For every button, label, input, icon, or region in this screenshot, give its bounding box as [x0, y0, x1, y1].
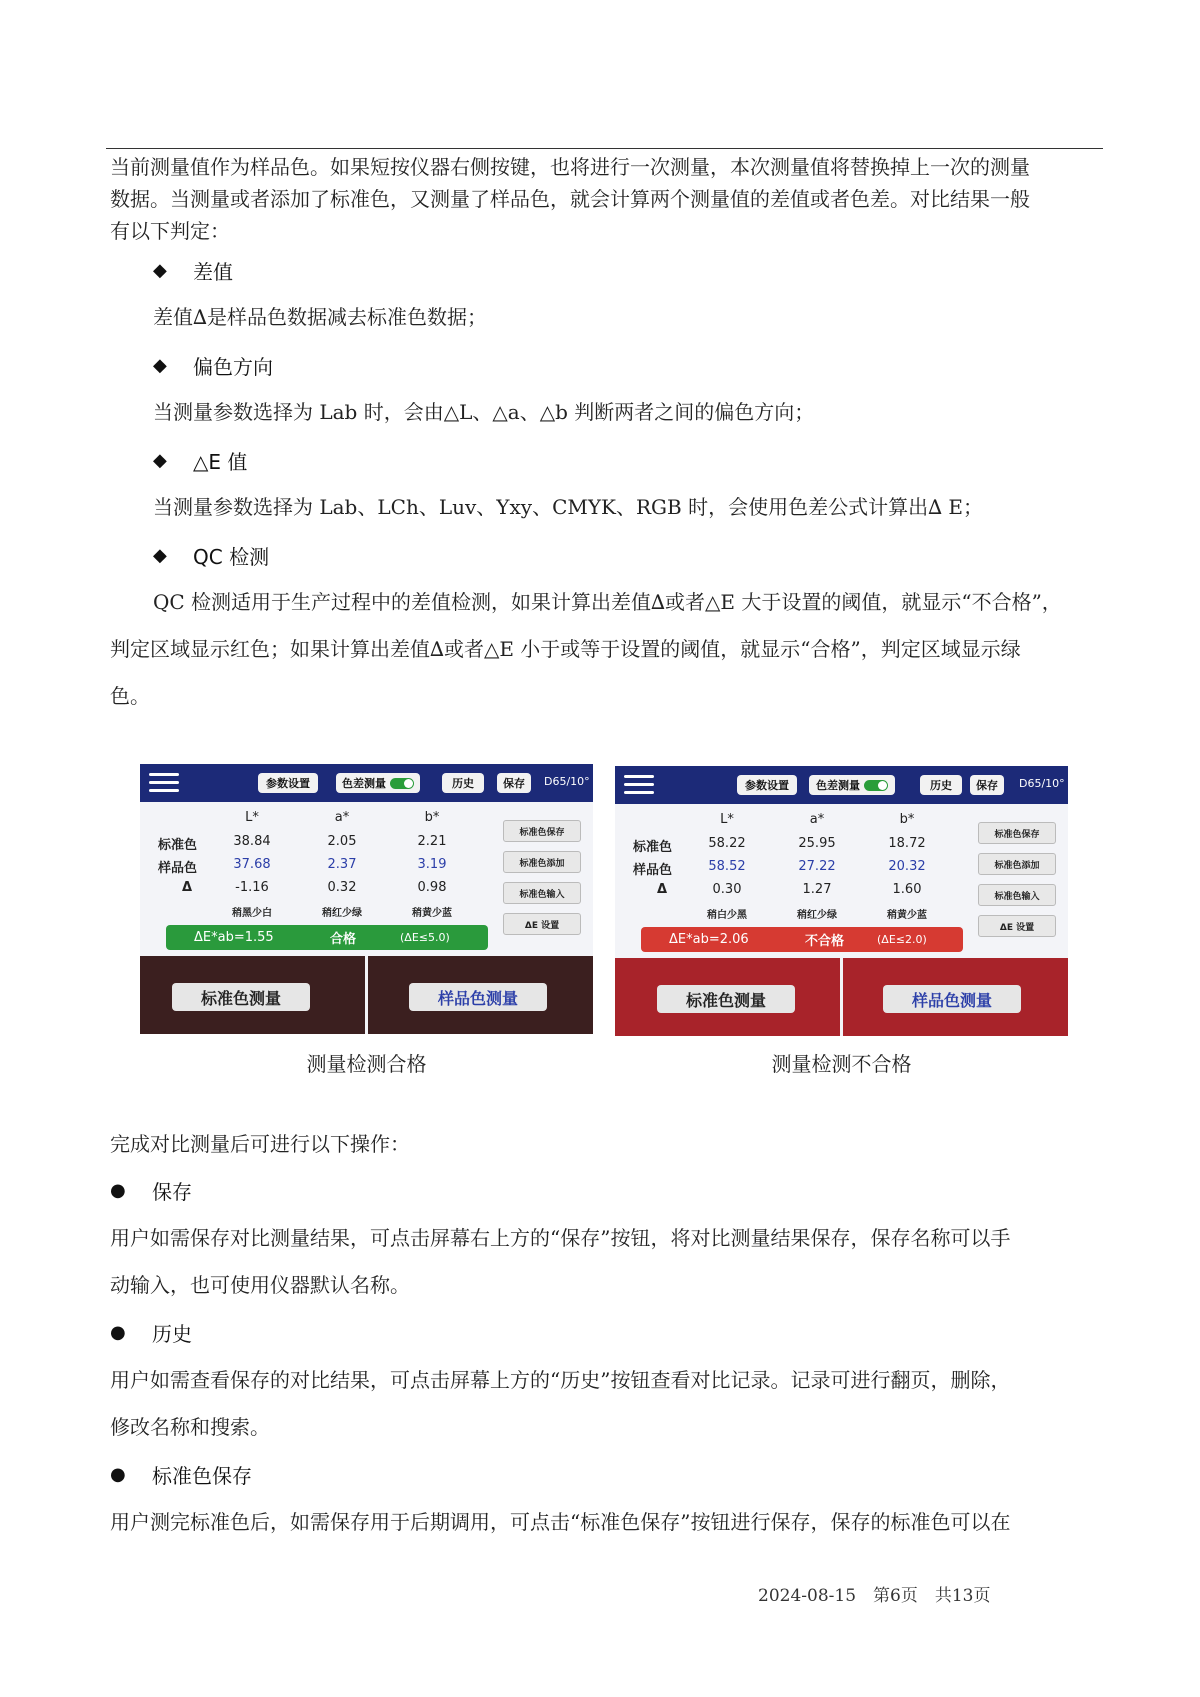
bullet-dot-icon: ●: [110, 1464, 126, 1485]
menu-icon[interactable]: [149, 773, 179, 793]
threshold-label: (ΔE≤5.0): [400, 931, 450, 944]
illuminant-label: D65/10°: [544, 775, 590, 788]
operation-heading-save: [110, 1176, 192, 1205]
after-text: 完成对比测量后可进行以下操作：: [110, 1132, 410, 1156]
standard-measure-area: [615, 958, 840, 1036]
save-button[interactable]: 保存: [970, 775, 1004, 795]
screen-header: [140, 764, 593, 802]
section-heading-difference: [153, 256, 233, 285]
verdict-label: 不合格: [805, 934, 845, 949]
table-cell: 0.32: [327, 880, 357, 895]
column-header-a: a*: [809, 812, 825, 827]
operation-body-line: 修改名称和搜索。: [110, 1415, 270, 1439]
column-header-L: L*: [245, 810, 259, 825]
operation-title: 标准色保存: [152, 1464, 252, 1488]
section-heading-qc: [153, 541, 269, 570]
section-body: 当测量参数选择为 Lab 时，会由△L、△a、△b 判断两者之间的偏色方向；: [153, 400, 815, 424]
direction-L: 稍白少黑: [707, 910, 747, 921]
mode-toggle[interactable]: [336, 773, 420, 793]
diamond-bullet-icon: ◆: [153, 260, 167, 281]
standard-save-button[interactable]: 标准色保存: [978, 822, 1056, 844]
threshold-label: (ΔE≤2.0): [877, 933, 927, 946]
figure-caption-pass: 测量检测合格: [306, 1052, 427, 1076]
section-title: △E 值: [193, 450, 248, 474]
sample-measure-area: [368, 956, 593, 1034]
table-cell: 25.95: [798, 836, 836, 851]
section-title: QC 检测: [193, 545, 270, 569]
qc-result-bar: [166, 925, 488, 950]
qc-body-line-1: QC 检测适用于生产过程中的差值检测，如果计算出差值∆或者△E 大于设置的阈值，就显示“不合格”，: [153, 590, 1062, 614]
table-cell: 37.68: [233, 857, 271, 872]
direction-a: 稍红少绿: [797, 910, 837, 921]
table-cell: 58.52: [708, 859, 746, 874]
toggle-switch-icon[interactable]: [864, 780, 888, 791]
table-cell: 1.60: [892, 882, 922, 897]
section-heading-delta-e: [153, 446, 247, 475]
qc-body-line-2: 判定区域显示红色；如果计算出差值∆或者△E 小于或等于设置的阈值，就显示“合格”，判定区域显示绿: [110, 637, 1021, 661]
table-cell: 2.37: [327, 857, 357, 872]
table-cell: 58.22: [708, 836, 746, 851]
mode-label: 色差测量: [342, 777, 386, 790]
row-label-delta: Δ: [657, 882, 668, 897]
delta-e-settings-button[interactable]: ΔE 设置: [503, 913, 581, 935]
column-header-b: b*: [899, 812, 915, 827]
operation-body-line: 用户如需保存对比测量结果，可点击屏幕右上方的“保存”按钮，将对比测量结果保存，保存名称可以手: [110, 1226, 1011, 1250]
operation-title: 保存: [152, 1180, 192, 1204]
standard-measure-button[interactable]: 标准色测量: [172, 983, 310, 1011]
row-label-standard: 标准色: [633, 840, 673, 855]
header-rule: [106, 148, 1103, 149]
toggle-switch-icon[interactable]: [390, 778, 414, 789]
history-button[interactable]: 历史: [920, 775, 962, 795]
mode-label: 色差测量: [816, 779, 860, 792]
table-cell: -1.16: [235, 880, 269, 895]
params-button[interactable]: 参数设置: [737, 775, 797, 795]
row-label-delta: Δ: [182, 880, 193, 895]
section-title: 差值: [193, 260, 233, 284]
menu-icon[interactable]: [624, 775, 654, 795]
page-footer: 2024-08-15 第6页 共13页: [758, 1586, 991, 1606]
figure-caption-fail: 测量检测不合格: [771, 1052, 912, 1076]
sample-measure-area: [843, 958, 1068, 1036]
params-button[interactable]: 参数设置: [258, 773, 318, 793]
verdict-label: 合格: [330, 932, 357, 947]
table-cell: 2.05: [327, 834, 357, 849]
direction-b: 稍黄少蓝: [412, 908, 452, 919]
column-header-a: a*: [334, 810, 350, 825]
intro-line-1: 当前测量值作为样品色。如果短按仪器右侧按键，也将进行一次测量，本次测量值将替换掉上一次的测量: [110, 155, 1030, 179]
illuminant-label: D65/10°: [1019, 777, 1065, 790]
delta-e-value: ΔE*ab=1.55: [194, 930, 274, 945]
section-title: 偏色方向: [193, 355, 273, 379]
intro-line-3: 有以下判定：: [110, 219, 230, 243]
table-cell: 20.32: [888, 859, 926, 874]
column-header-L: L*: [720, 812, 734, 827]
sample-measure-button[interactable]: 样品色测量: [409, 983, 547, 1011]
operation-body-line: 动输入，也可使用仪器默认名称。: [110, 1273, 410, 1297]
row-label-sample: 样品色: [633, 863, 673, 878]
save-button[interactable]: 保存: [497, 773, 531, 793]
intro-line-2: 数据。当测量或者添加了标准色，又测量了样品色，就会计算两个测量值的差值或者色差。对比结果一般: [110, 187, 1030, 211]
mode-toggle[interactable]: [809, 775, 895, 795]
table-cell: 0.98: [417, 880, 447, 895]
section-body: 当测量参数选择为 Lab、LCh、Luv、Yxy、CMYK、RGB 时，会使用色差公式计算出∆ E；: [153, 495, 984, 519]
column-header-b: b*: [424, 810, 440, 825]
history-button[interactable]: 历史: [442, 773, 484, 793]
table-cell: 2.21: [417, 834, 447, 849]
section-body: 差值∆是样品色数据减去标准色数据；: [153, 305, 487, 329]
standard-input-button[interactable]: 标准色输入: [978, 884, 1056, 906]
operation-body-line: 用户如需查看保存的对比结果，可点击屏幕上方的“历史”按钮查看对比记录。记录可进行翻页，删除，: [110, 1368, 1011, 1392]
delta-e-settings-button[interactable]: ΔE 设置: [978, 915, 1056, 937]
screen-header: [615, 766, 1068, 804]
direction-b: 稍黄少蓝: [887, 910, 927, 921]
standard-add-button[interactable]: 标准色添加: [503, 851, 581, 873]
table-cell: 27.22: [798, 859, 836, 874]
row-label-standard: 标准色: [158, 838, 198, 853]
operation-heading-history: [110, 1318, 192, 1347]
delta-e-value: ΔE*ab=2.06: [669, 932, 749, 947]
qc-result-bar: [641, 927, 963, 952]
table-cell: 1.27: [802, 882, 832, 897]
measure-area: [615, 958, 1068, 1036]
diamond-bullet-icon: ◆: [153, 450, 167, 471]
row-label-sample: 样品色: [158, 861, 198, 876]
table-cell: 0.30: [712, 882, 742, 897]
measure-area: [140, 956, 593, 1034]
standard-save-button[interactable]: 标准色保存: [503, 820, 581, 842]
bullet-dot-icon: ●: [110, 1180, 126, 1201]
standard-measure-area: [140, 956, 365, 1034]
operation-body-line: 用户测完标准色后，如需保存用于后期调用，可点击“标准色保存”按钮进行保存，保存的标准色可以在: [110, 1510, 1011, 1534]
operation-heading-standard-save: [110, 1460, 252, 1489]
bullet-dot-icon: ●: [110, 1322, 126, 1343]
device-screen-pass: [140, 764, 593, 1034]
direction-a: 稍红少绿: [322, 908, 362, 919]
device-screen-fail: [615, 766, 1068, 1036]
qc-body-line-3: 色。: [110, 684, 150, 708]
sample-measure-button[interactable]: 样品色测量: [883, 985, 1021, 1013]
operation-title: 历史: [152, 1322, 192, 1346]
table-cell: 18.72: [888, 836, 926, 851]
standard-input-button[interactable]: 标准色输入: [503, 882, 581, 904]
table-cell: 3.19: [417, 857, 447, 872]
diamond-bullet-icon: ◆: [153, 355, 167, 376]
standard-add-button[interactable]: 标准色添加: [978, 853, 1056, 875]
direction-L: 稍黑少白: [232, 908, 272, 919]
diamond-bullet-icon: ◆: [153, 545, 167, 566]
table-cell: 38.84: [233, 834, 271, 849]
standard-measure-button[interactable]: 标准色测量: [657, 985, 795, 1013]
section-heading-color-direction: [153, 351, 273, 380]
